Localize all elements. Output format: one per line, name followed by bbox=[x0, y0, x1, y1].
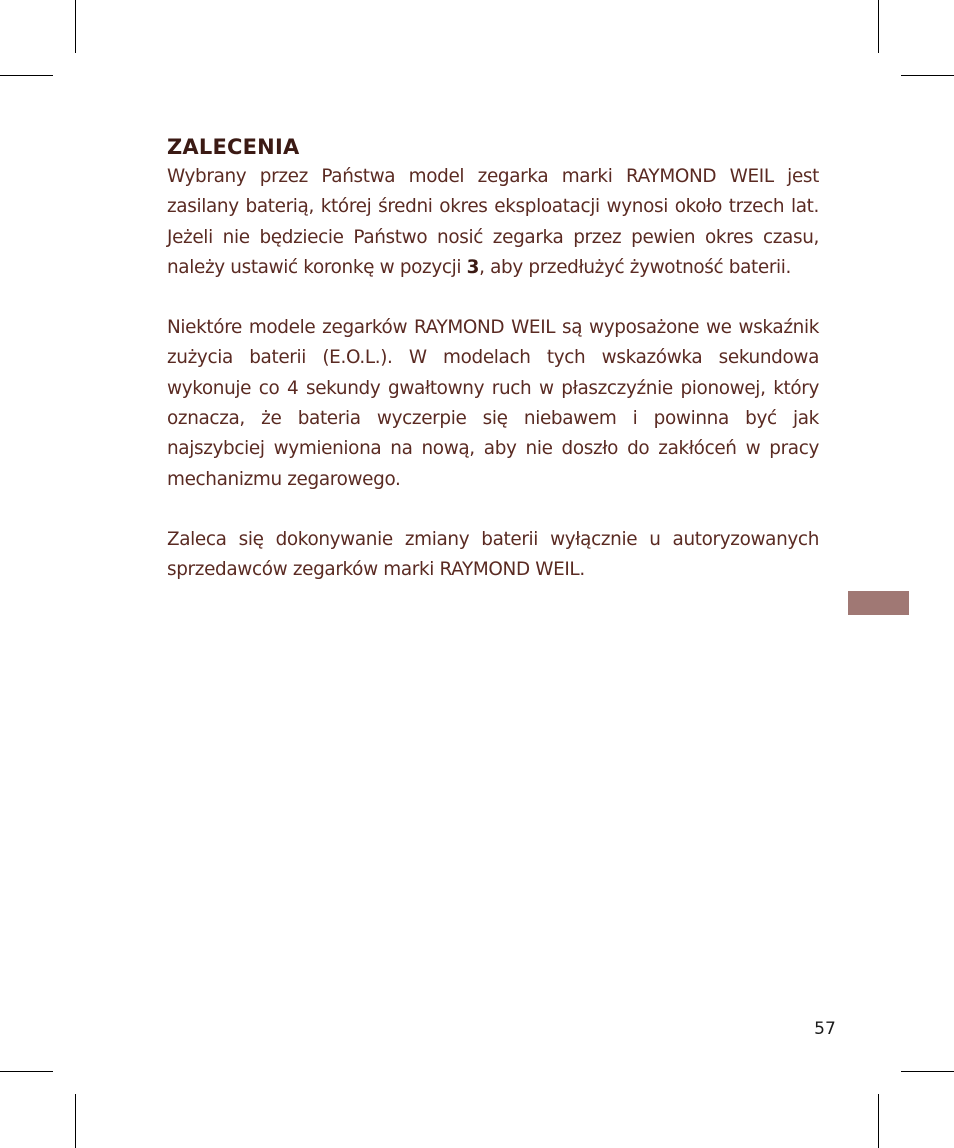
crown-position-number: 3 bbox=[466, 256, 480, 278]
paragraph-battery-life bbox=[167, 162, 819, 283]
page-content bbox=[167, 132, 819, 586]
crop-mark-top-left-vertical bbox=[75, 0, 76, 53]
crop-mark-bottom-right-vertical bbox=[878, 1094, 879, 1148]
crop-mark-bottom-left-vertical bbox=[75, 1094, 76, 1148]
paragraph-authorized-dealers: Zaleca się dokonywanie zmiany baterii wyłącznie u autoryzowanych sprzedawców zegarków marki RAYMOND WEIL. bbox=[167, 528, 819, 581]
paragraph-eol-indicator: Niektóre modele zegarków RAYMOND WEIL są wyposażone we wskaźnik zużycia baterii (E.O.L.). W modelach tych wskazówka sekundowa wykonuje co 4 sekundy gwałtowny ruch w płaszczyźnie pionowej, który oznacza, że bateria wyczerpie się niebawem i powinna być jak najszybciej wymieniona na nową, aby nie doszło do zakłóceń w pracy mechanizmu zegarowego. bbox=[167, 317, 819, 490]
section-tab-marker bbox=[848, 591, 909, 615]
section-heading: ZALECENIA bbox=[167, 135, 300, 159]
crop-mark-top-right-horizontal bbox=[901, 75, 954, 76]
crop-mark-top-left-horizontal bbox=[0, 75, 53, 76]
crop-mark-top-right-vertical bbox=[878, 0, 879, 53]
paragraph-battery-life-ending: , aby przedłużyć żywotność baterii. bbox=[479, 256, 792, 278]
page-number: 57 bbox=[814, 1019, 836, 1039]
crop-mark-bottom-right-horizontal bbox=[901, 1071, 954, 1072]
crop-mark-bottom-left-horizontal bbox=[0, 1071, 53, 1072]
paragraph-battery-life-text: Wybrany przez Państwa model zegarka marki RAYMOND WEIL jest zasilany baterią, której średni okres eksploatacji wynosi około trzech lat. Jeżeli nie będziecie Państwo nosić zegarka przez pewien okres czasu, należy ustawić koronkę w pozycji bbox=[167, 166, 819, 278]
